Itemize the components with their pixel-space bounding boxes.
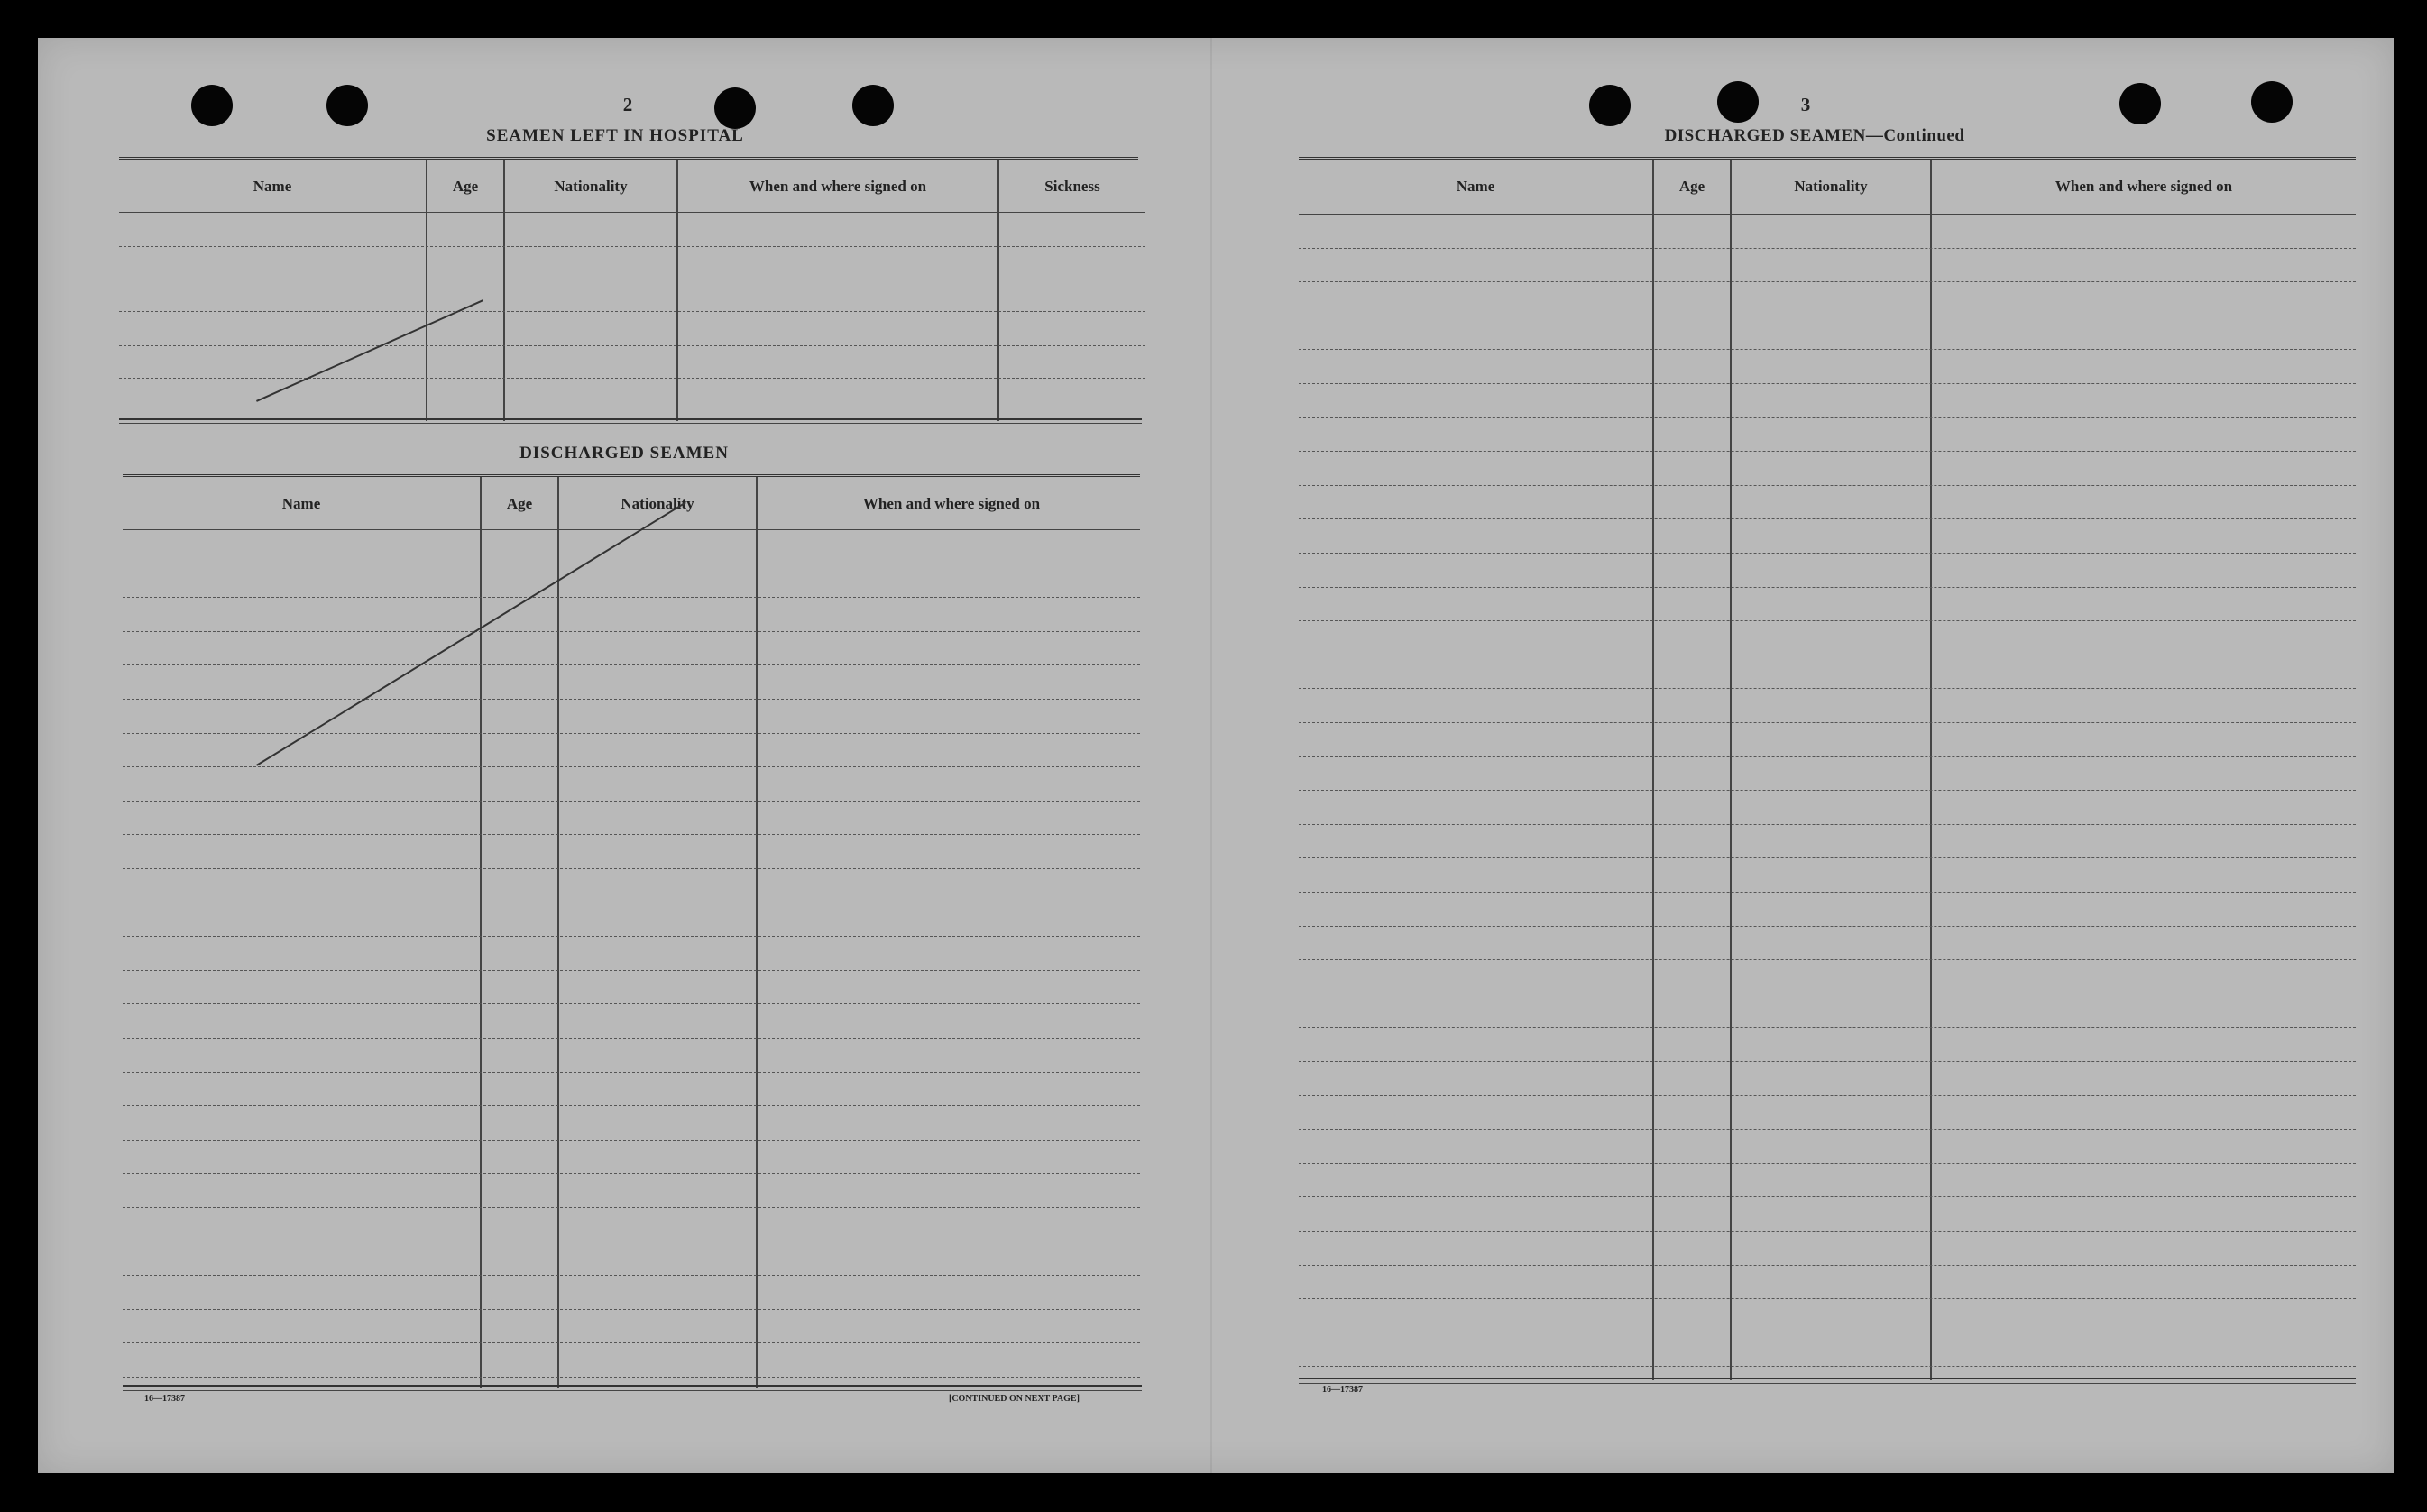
row-line [123,1342,1140,1343]
row-line [1299,485,2356,486]
row-line [1299,1027,2356,1028]
column-divider [426,160,427,421]
row-line [1299,1095,2356,1096]
hospital-table [119,157,1138,421]
row-line [123,1173,1140,1174]
column-divider [997,160,999,421]
column-divider [557,477,559,1388]
row-line [119,311,1145,312]
col-header-age: Age [506,495,533,512]
row-line [123,868,1140,869]
row-line [1299,1298,2356,1299]
punch-hole [714,87,756,129]
row-line [123,1140,1140,1141]
row-line [1299,349,2356,350]
row-line [123,597,1140,598]
row-line [1299,688,2356,689]
row-line [1299,518,2356,519]
row-line [1299,1061,2356,1062]
row-line [1299,553,2356,554]
col-header-name: Name [281,495,321,512]
col-header-sickness: Sickness [1044,178,1100,195]
column-divider [676,160,678,421]
row-line [119,345,1145,346]
col-header-name: Name [253,178,292,195]
row-line [1299,756,2356,757]
col-header-name: Name [1456,178,1495,195]
row-line [1299,926,2356,927]
discharged-table-right [1299,157,2356,1380]
col-header-signed-on: When and where signed on [862,495,1041,512]
row-line [1299,1129,2356,1130]
punch-hole [2119,83,2161,124]
header-rule [123,529,1140,530]
continued-note: [CONTINUED ON NEXT PAGE] [949,1394,1080,1404]
discharged-table-left [123,474,1140,1388]
page-fold [1210,38,1212,1473]
punch-hole [852,85,894,126]
row-line [123,1003,1140,1004]
row-line [1299,1265,2356,1266]
form-number-left: 16—17387 [144,1394,185,1404]
row-line [123,1038,1140,1039]
col-header-signed-on: When and where signed on [749,178,927,195]
row-line [123,1207,1140,1208]
right-table-bottom-rule [1299,1378,2356,1379]
row-line [1299,1366,2356,1367]
row-line [123,834,1140,835]
col-header-age: Age [1678,178,1705,195]
discharged-table-bottom-rule [123,1390,1142,1391]
discharged-table-bottom-rule [123,1385,1142,1387]
col-header-nationality: Nationality [554,178,628,195]
punch-hole [1717,81,1759,123]
row-line [123,936,1140,937]
col-header-nationality: Nationality [621,495,694,512]
row-line [123,766,1140,767]
row-line [1299,959,2356,960]
punch-hole [2251,81,2293,123]
col-header-age: Age [452,178,479,195]
row-line [1299,248,2356,249]
punch-hole [191,85,233,126]
col-header-nationality: Nationality [1794,178,1868,195]
hospital-table-bottom-rule [119,418,1142,420]
row-line [1299,824,2356,825]
row-line [123,970,1140,971]
row-line [119,246,1145,247]
document-sheet [38,38,2394,1473]
row-line [1299,857,2356,858]
row-line [1299,790,2356,791]
punch-hole [326,85,368,126]
row-line [123,801,1140,802]
column-divider [480,477,482,1388]
row-line [1299,620,2356,621]
discharged-section-title: DISCHARGED SEAMEN [519,444,729,463]
row-line [123,664,1140,665]
header-rule [1299,214,2356,215]
row-line [123,1309,1140,1310]
row-line [119,378,1145,379]
row-line [123,699,1140,700]
header-rule [119,212,1145,213]
discharged-continued-title: DISCHARGED SEAMEN—Continued [1664,126,1965,145]
column-divider [756,477,758,1388]
punch-hole [1589,85,1631,126]
column-divider [503,160,505,421]
row-line [123,1072,1140,1073]
row-line [1299,1231,2356,1232]
row-line [1299,722,2356,723]
right-table-bottom-rule [1299,1383,2356,1384]
row-line [123,1105,1140,1106]
row-line [1299,1196,2356,1197]
col-header-signed-on: When and where signed on [2055,178,2233,195]
row-line [1299,1163,2356,1164]
row-line [123,733,1140,734]
row-line [1299,587,2356,588]
row-line [1299,892,2356,893]
row-line [1299,281,2356,282]
row-line [1299,383,2356,384]
row-line [123,1275,1140,1276]
hospital-table-bottom-rule [119,423,1142,424]
row-line [123,1377,1140,1378]
hospital-section-title: SEAMEN LEFT IN HOSPITAL [486,126,744,145]
page-number-left: 2 [622,94,633,115]
form-number-right: 16—17387 [1322,1385,1363,1395]
row-line [1299,417,2356,418]
page-number-right: 3 [1800,94,1811,115]
row-line [123,631,1140,632]
row-line [1299,451,2356,452]
